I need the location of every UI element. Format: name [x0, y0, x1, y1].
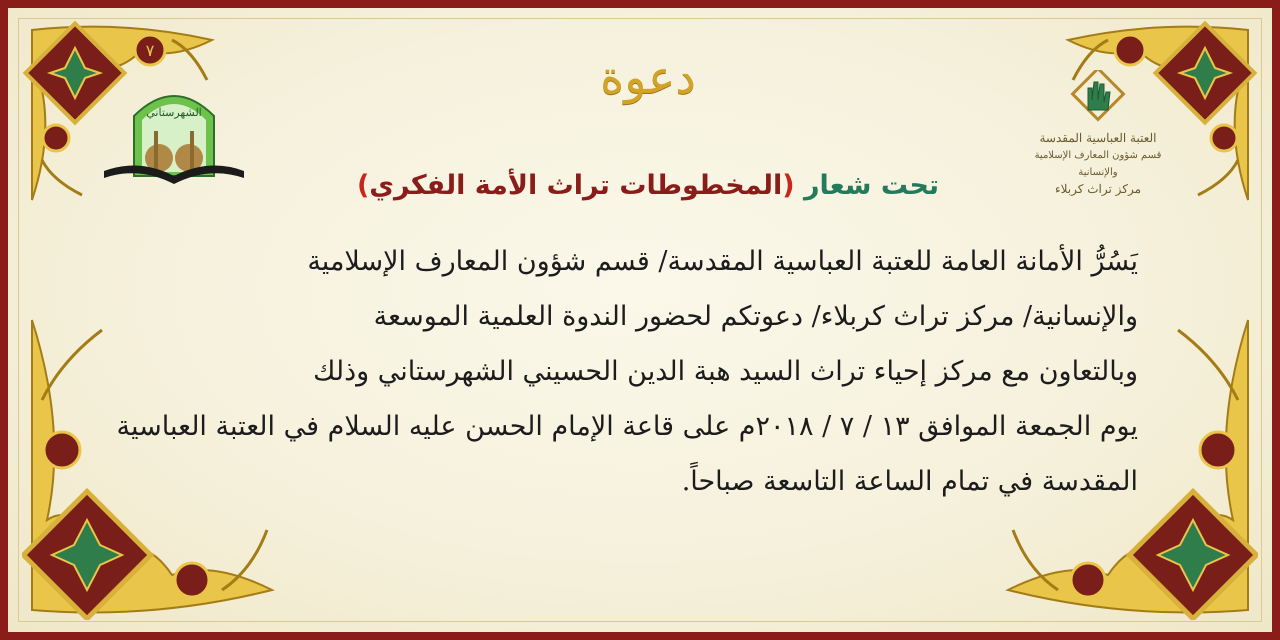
- book-dome-logo-icon: [104, 76, 244, 196]
- body-line: المقدسة في تمام الساعة التاسعة صباحاً.: [681, 466, 1138, 497]
- slogan: [268, 170, 1028, 201]
- invitation-body: [116, 234, 1138, 509]
- page-title: دعوة: [600, 50, 696, 104]
- org-line: العتبة العباسية المقدسة: [1039, 131, 1157, 145]
- org-line: مركز تراث كربلاء: [1054, 182, 1142, 196]
- svg-text:الشهرستاني: الشهرستاني: [146, 106, 202, 119]
- body-line: والإنسانية/ مركز تراث كربلاء/ دعوتكم لحضور الندوة العلمية الموسعة: [373, 301, 1138, 332]
- slogan-paren-close: ): [356, 170, 370, 201]
- org-line: قسم شؤون المعارف الإسلامية والإنسانية: [1034, 150, 1162, 178]
- slogan-motto: المخطوطات تراث الأمة الفكري: [369, 170, 783, 201]
- slogan-paren-open: (: [782, 170, 795, 201]
- slogan-prefix: تحت شعار: [803, 170, 940, 201]
- hand-emblem-icon: [1028, 70, 1168, 210]
- svg-text:٧: ٧: [145, 41, 155, 60]
- body-line: يَسُرُّ الأمانة العامة للعتبة العباسية المقدسة/ قسم شؤون المعارف الإسلامية: [307, 246, 1138, 277]
- body-line: وبالتعاون مع مركز إحياء تراث السيد هبة الدين الحسيني الشهرستاني وذلك: [313, 356, 1138, 387]
- body-line: يوم الجمعة الموافق ١٣ / ٧ / ٢٠١٨م على قاعة الإمام الحسن عليه السلام في العتبة العباسية: [116, 411, 1138, 442]
